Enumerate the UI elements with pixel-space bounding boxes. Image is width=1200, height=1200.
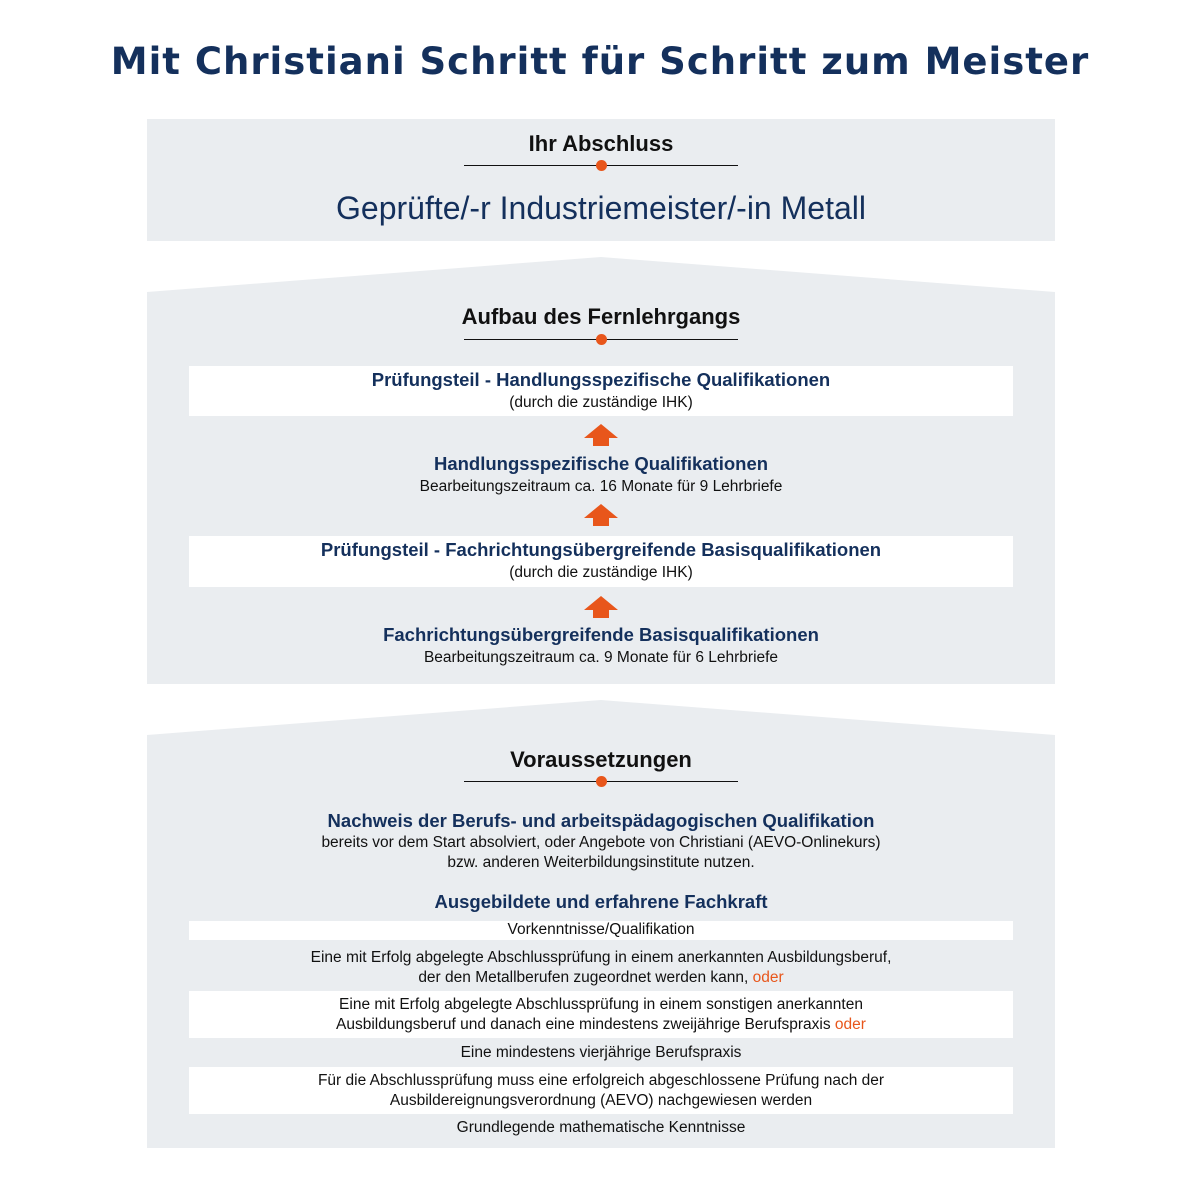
req-line: Eine mit Erfolg abgelegte Abschlussprüfung in einem anerkannten Ausbildungsberuf, — [310, 949, 892, 966]
step-title: Prüfungsteil - Fachrichtungsübergreifende Basisqualifikationen — [320, 539, 882, 560]
or-keyword: oder — [834, 1016, 866, 1033]
step-hq — [147, 452, 1055, 497]
aufbau-heading: Aufbau des Fernlehrgangs — [461, 304, 741, 329]
req-line: Ausbildungsberuf und danach eine mindestens zweijährige Berufspraxis oder — [336, 1016, 866, 1033]
step-exam-hq — [189, 366, 1013, 416]
step-sub: (durch die zuständige IHK) — [509, 564, 693, 581]
nachweis-title: Nachweis der Berufs- und arbeitspädagogischen Qualifikation — [327, 810, 875, 831]
chevron-up-icon — [147, 700, 1055, 735]
step-sub: Bearbeitungszeitraum ca. 9 Monate für 6 Lehrbriefe — [423, 649, 779, 666]
fachkraft-title: Ausgebildete und erfahrene Fachkraft — [434, 891, 768, 912]
divider-dot-icon — [596, 160, 607, 171]
voraussetzungen-panel — [147, 735, 1055, 1148]
requirement-2 — [189, 991, 1013, 1038]
requirement-1 — [147, 948, 1055, 988]
step-sub: (durch die zuständige IHK) — [509, 394, 693, 411]
or-keyword: oder — [752, 969, 784, 986]
req-line: Für die Abschlussprüfung muss eine erfolgreich abgeschlossene Prüfung nach der — [317, 1072, 885, 1089]
arrow-up-icon — [584, 504, 618, 526]
step-exam-basis — [189, 536, 1013, 587]
nachweis-line: bereits vor dem Start absolviert, oder Angebote von Christiani (AEVO-Onlinekurs) — [321, 834, 881, 851]
requirement-5: Grundlegende mathematische Kenntnisse — [456, 1119, 746, 1136]
vorkenntnisse-label: Vorkenntnisse/Qualifikation — [507, 921, 695, 938]
voraussetzungen-heading: Voraussetzungen — [510, 747, 692, 772]
req-line: Ausbildereignungsverordnung (AEVO) nachgewiesen werden — [389, 1092, 813, 1109]
arrow-up-icon — [584, 596, 618, 618]
requirement-3: Eine mindestens vierjährige Berufspraxis — [460, 1044, 742, 1061]
abschluss-panel — [147, 119, 1055, 241]
requirement-4 — [189, 1067, 1013, 1114]
page-title: Mit Christiani Schritt für Schritt zum Meister — [110, 40, 1090, 83]
chevron-up-icon — [147, 257, 1055, 292]
divider-dot-icon — [596, 334, 607, 345]
abschluss-divider — [464, 165, 738, 166]
degree-title: Geprüfte/-r Industriemeister/-in Metall — [336, 190, 866, 226]
aufbau-divider — [464, 339, 738, 340]
step-sub: Bearbeitungszeitraum ca. 16 Monate für 9 Lehrbriefe — [419, 478, 783, 495]
nachweis-block — [147, 809, 1055, 873]
nachweis-line: bzw. anderen Weiterbildungsinstitute nutzen. — [447, 854, 755, 871]
aufbau-panel — [147, 292, 1055, 684]
req-line: der den Metallberufen zugeordnet werden kann, oder — [418, 969, 784, 986]
step-basis — [147, 623, 1055, 668]
req-line: Eine mit Erfolg abgelegte Abschlussprüfung in einem sonstigen anerkannten — [339, 996, 863, 1013]
vorkenntnisse-row — [189, 921, 1013, 940]
arrow-up-icon — [584, 424, 618, 446]
abschluss-heading: Ihr Abschluss — [528, 131, 674, 156]
step-title: Prüfungsteil - Handlungsspezifische Qualifikationen — [371, 369, 831, 390]
step-title: Fachrichtungsübergreifende Basisqualifikationen — [383, 624, 819, 645]
voraussetzungen-divider — [464, 781, 738, 782]
step-title: Handlungsspezifische Qualifikationen — [433, 453, 769, 474]
divider-dot-icon — [596, 776, 607, 787]
